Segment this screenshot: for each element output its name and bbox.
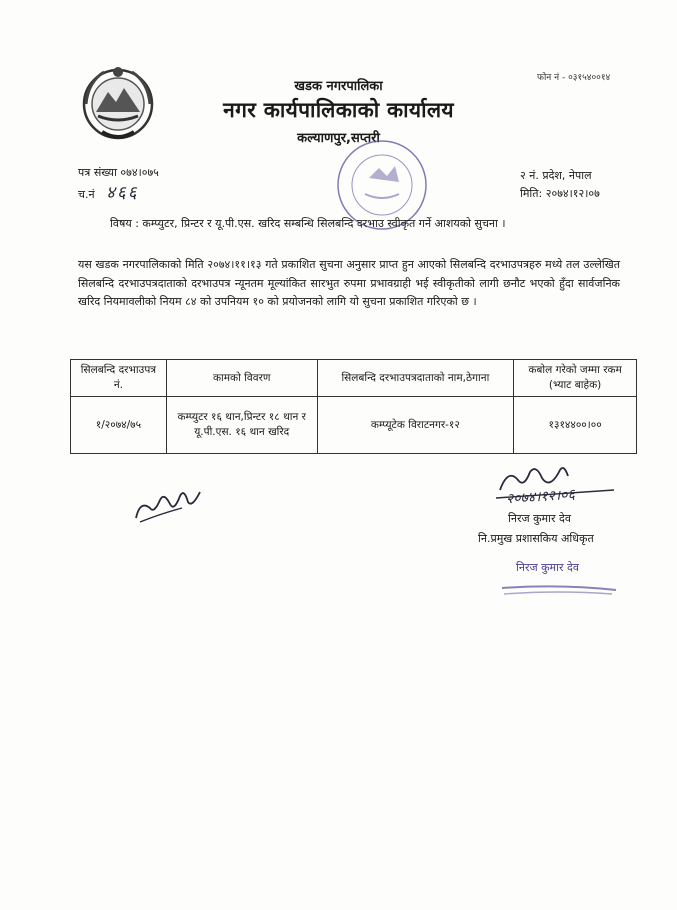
handwritten-initials-icon bbox=[130, 478, 210, 528]
signature-date: २०७४।१२।०६ bbox=[505, 486, 576, 508]
bid-table bbox=[70, 359, 637, 454]
bid-number-cell: १/२०७४/७५ bbox=[71, 397, 167, 454]
table-header-row bbox=[71, 360, 637, 397]
work-description-cell: कम्प्युटर १६ थान,प्रिन्टर १८ थान र यू.पी.एस. १६ थान खरिद bbox=[166, 397, 317, 454]
officer-name: निरज कुमार देव bbox=[508, 512, 571, 525]
reference-number: पत्र संख्या ०७४।०७५ bbox=[78, 166, 159, 179]
bidder-cell: कम्प्यूटेक विराटनगर-१२ bbox=[317, 397, 514, 454]
notice-body: यस खडक नगरपालिकाको मिति २०७४।११।१३ गते प्रकाशित सुचना अनुसार प्राप्त हुन आएको सिलबन्दि दरभाउपत्रहरु मध्ये तल उल्लेखित सिलबन्दि दरभाउपत्रदाताको दरभाउपत्र न्यूनतम मूल्यांकित सारभुत रुपमा प्रभावग्राही भई स्वीकृतीको लागी छनौट भएको हुँदा सार्वजनिक खरिद नियमावलीको नियम ८४ को उपनियम १० को प्रयोजनको लागि यो सुचना प्रकाशित गरिएको छ । bbox=[78, 258, 620, 308]
letter-date: मिति: २०७४।१२।०७ bbox=[520, 187, 600, 200]
dispatch-number-line bbox=[78, 180, 139, 203]
dispatch-number: ४६६ bbox=[106, 183, 139, 203]
subject-line: विषय : कम्प्युटर, प्रिन्टर र यू.पी.एस. खरिद सम्बन्धि सिलबन्दि दरभाउ स्वीकृत गर्ने आशयको सुचना । bbox=[110, 217, 506, 230]
column-header: कामको विवरण bbox=[166, 360, 317, 397]
column-header: कबोल गरेको जम्मा रकम (भ्याट बाहेक) bbox=[514, 360, 637, 397]
column-header: सिलबन्दि दरभाउपत्रदाताको नाम,ठेगाना bbox=[317, 360, 514, 397]
officer-title: नि.प्रमुख प्रशासकिय अधिकृत bbox=[478, 532, 594, 545]
column-header: सिलबन्दि दरभाउपत्र नं. bbox=[71, 360, 167, 397]
office-title: नगर कार्यपालिकाको कार्यालय bbox=[223, 98, 454, 122]
municipality-name: खडक नगरपालिका bbox=[294, 79, 383, 94]
name-stamp-text: निरज कुमार देव bbox=[516, 561, 579, 574]
dispatch-label: च.नं bbox=[78, 188, 95, 201]
province: २ नं. प्रदेश, नेपाल bbox=[520, 169, 592, 182]
office-address: कल्याणपुर,सप्तरी bbox=[297, 131, 380, 146]
amount-cell: १३१४४००।०० bbox=[514, 397, 637, 454]
table-row bbox=[71, 397, 637, 454]
phone-number: फोन नं - ०३१५४००१४ bbox=[537, 73, 611, 83]
